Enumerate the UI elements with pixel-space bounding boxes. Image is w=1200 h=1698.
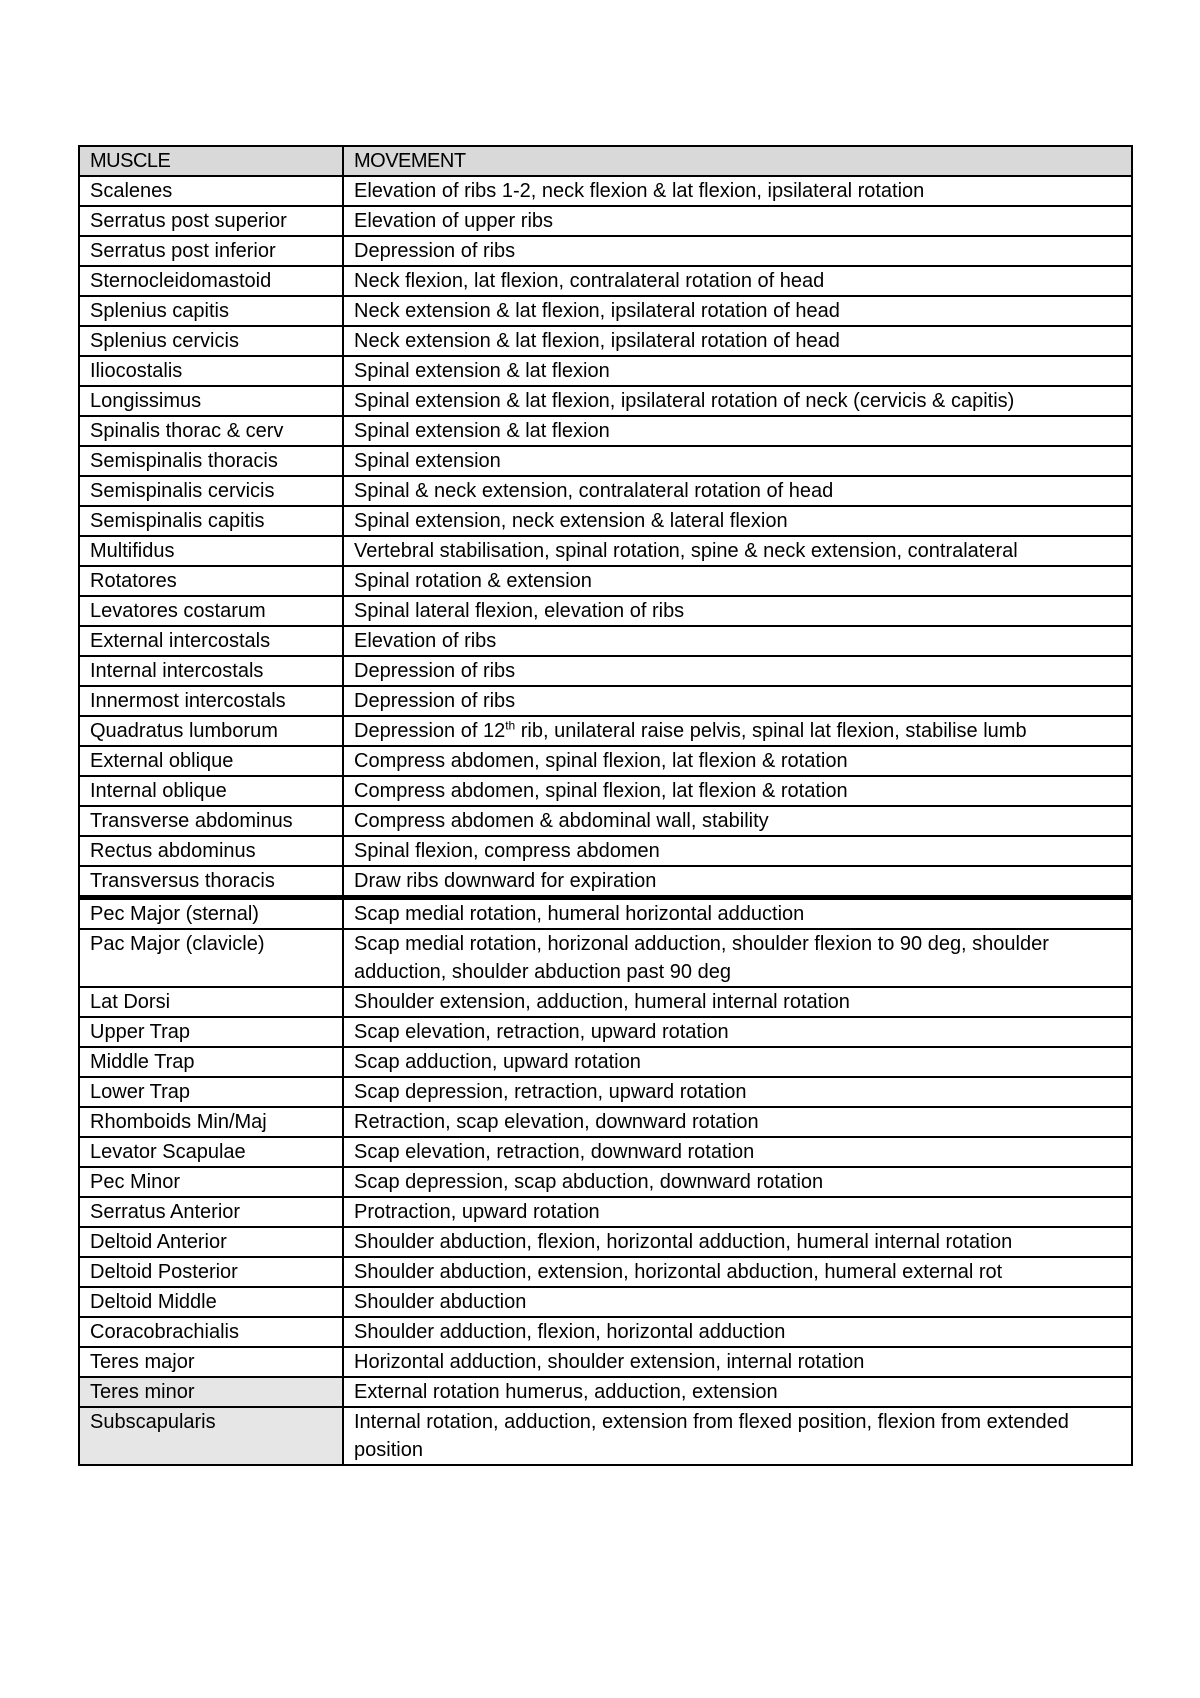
movement-cell: Scap medial rotation, horizonal adduction, shoulder flexion to 90 deg, shoulder adduction, shoulder abduction past 90 deg (343, 929, 1132, 987)
movement-cell: Shoulder abduction, extension, horizontal abduction, humeral external rot (343, 1257, 1132, 1287)
muscle-cell: Splenius cervicis (79, 326, 343, 356)
muscle-cell: Transversus thoracis (79, 866, 343, 898)
movement-cell: Scap elevation, retraction, downward rotation (343, 1137, 1132, 1167)
table-row (79, 536, 1132, 566)
movement-cell: Neck flexion, lat flexion, contralateral rotation of head (343, 266, 1132, 296)
table-row (79, 1317, 1132, 1347)
table-row (79, 1017, 1132, 1047)
table-row (79, 596, 1132, 626)
muscle-cell: Pac Major (clavicle) (79, 929, 343, 987)
table-row (79, 176, 1132, 206)
table-row (79, 326, 1132, 356)
movement-cell: Spinal extension & lat flexion (343, 416, 1132, 446)
muscle-cell: Iliocostalis (79, 356, 343, 386)
movement-column-header: MOVEMENT (343, 146, 1132, 176)
movement-cell: Elevation of ribs (343, 626, 1132, 656)
table-row (79, 1227, 1132, 1257)
table-row (79, 566, 1132, 596)
movement-cell: Depression of ribs (343, 686, 1132, 716)
muscle-cell: Levator Scapulae (79, 1137, 343, 1167)
table-row (79, 806, 1132, 836)
movement-cell: Draw ribs downward for expiration (343, 866, 1132, 898)
movement-cell: Internal rotation, adduction, extension from flexed position, flexion from extended position (343, 1407, 1132, 1465)
muscle-cell: Serratus post inferior (79, 236, 343, 266)
movement-cell: Compress abdomen & abdominal wall, stability (343, 806, 1132, 836)
muscle-cell: Quadratus lumborum (79, 716, 343, 746)
muscle-cell: Splenius capitis (79, 296, 343, 326)
table-row (79, 656, 1132, 686)
movement-cell: Shoulder abduction (343, 1287, 1132, 1317)
movement-text-pre: Depression of 12 (354, 720, 506, 742)
movement-cell: Depression of ribs (343, 656, 1132, 686)
muscle-column-header: MUSCLE (79, 146, 343, 176)
muscle-cell: Innermost intercostals (79, 686, 343, 716)
muscle-cell: Internal oblique (79, 776, 343, 806)
movement-cell: Scap medial rotation, humeral horizontal adduction (343, 898, 1132, 930)
muscle-cell: Longissimus (79, 386, 343, 416)
movement-cell: Neck extension & lat flexion, ipsilateral rotation of head (343, 326, 1132, 356)
muscle-cell: Rotatores (79, 566, 343, 596)
table-row (79, 626, 1132, 656)
table-row (79, 1287, 1132, 1317)
table-row (79, 776, 1132, 806)
table-row (79, 206, 1132, 236)
muscle-cell: Levatores costarum (79, 596, 343, 626)
movement-cell: Shoulder abduction, flexion, horizontal adduction, humeral internal rotation (343, 1227, 1132, 1257)
movement-cell: Spinal lateral flexion, elevation of ribs (343, 596, 1132, 626)
muscle-cell: Semispinalis cervicis (79, 476, 343, 506)
table-row (79, 1377, 1132, 1407)
table-row (79, 1137, 1132, 1167)
table-row (79, 1197, 1132, 1227)
muscle-cell: Sternocleidomastoid (79, 266, 343, 296)
table-row (79, 1167, 1132, 1197)
table-row (79, 836, 1132, 866)
muscle-cell: Serratus post superior (79, 206, 343, 236)
movement-cell (343, 716, 1132, 746)
table-row (79, 929, 1132, 987)
table-row (79, 898, 1132, 930)
movement-cell: Spinal & neck extension, contralateral rotation of head (343, 476, 1132, 506)
muscle-cell: Internal intercostals (79, 656, 343, 686)
movement-cell: Shoulder adduction, flexion, horizontal adduction (343, 1317, 1132, 1347)
movement-cell: Compress abdomen, spinal flexion, lat flexion & rotation (343, 746, 1132, 776)
movement-cell: Neck extension & lat flexion, ipsilateral rotation of head (343, 296, 1132, 326)
muscle-cell: Deltoid Posterior (79, 1257, 343, 1287)
muscle-movement-table (78, 145, 1133, 1466)
table-row (79, 446, 1132, 476)
muscle-cell: Spinalis thorac & cerv (79, 416, 343, 446)
muscle-cell: Pec Minor (79, 1167, 343, 1197)
muscle-cell: Deltoid Middle (79, 1287, 343, 1317)
table-row (79, 1077, 1132, 1107)
movement-cell: Scap elevation, retraction, upward rotation (343, 1017, 1132, 1047)
table-row (79, 476, 1132, 506)
table-row (79, 356, 1132, 386)
table-row (79, 386, 1132, 416)
movement-cell: Spinal extension (343, 446, 1132, 476)
movement-cell: Elevation of ribs 1-2, neck flexion & lat flexion, ipsilateral rotation (343, 176, 1132, 206)
muscle-cell: Semispinalis thoracis (79, 446, 343, 476)
movement-cell: Spinal rotation & extension (343, 566, 1132, 596)
muscle-cell: Lat Dorsi (79, 987, 343, 1017)
muscle-cell: Transverse abdominus (79, 806, 343, 836)
muscle-cell: Deltoid Anterior (79, 1227, 343, 1257)
table-row (79, 1047, 1132, 1077)
table-row (79, 236, 1132, 266)
movement-text-post: rib, unilateral raise pelvis, spinal lat flexion, stabilise lumb (515, 720, 1027, 742)
movement-cell: Protraction, upward rotation (343, 1197, 1132, 1227)
table-row (79, 746, 1132, 776)
movement-cell: Compress abdomen, spinal flexion, lat flexion & rotation (343, 776, 1132, 806)
muscle-cell: Lower Trap (79, 1077, 343, 1107)
muscle-cell: Serratus Anterior (79, 1197, 343, 1227)
movement-cell: Spinal flexion, compress abdomen (343, 836, 1132, 866)
movement-cell: Depression of ribs (343, 236, 1132, 266)
muscle-cell: Teres minor (79, 1377, 343, 1407)
table-row (79, 416, 1132, 446)
movement-cell: Scap depression, retraction, upward rotation (343, 1077, 1132, 1107)
movement-cell: Horizontal adduction, shoulder extension, internal rotation (343, 1347, 1132, 1377)
muscle-cell: Pec Major (sternal) (79, 898, 343, 930)
movement-cell: Retraction, scap elevation, downward rotation (343, 1107, 1132, 1137)
movement-cell: Vertebral stabilisation, spinal rotation, spine & neck extension, contralateral (343, 536, 1132, 566)
table-row (79, 266, 1132, 296)
muscle-cell: External intercostals (79, 626, 343, 656)
muscle-cell: Scalenes (79, 176, 343, 206)
table-row (79, 1107, 1132, 1137)
table-row (79, 866, 1132, 898)
movement-cell: Elevation of upper ribs (343, 206, 1132, 236)
table-header-row (79, 146, 1132, 176)
muscle-cell: Teres major (79, 1347, 343, 1377)
table-row (79, 716, 1132, 746)
table-row (79, 987, 1132, 1017)
muscle-cell: External oblique (79, 746, 343, 776)
movement-cell: External rotation humerus, adduction, extension (343, 1377, 1132, 1407)
table-row (79, 1257, 1132, 1287)
muscle-cell: Coracobrachialis (79, 1317, 343, 1347)
table-row (79, 1347, 1132, 1377)
movement-cell: Scap depression, scap abduction, downward rotation (343, 1167, 1132, 1197)
table-row (79, 296, 1132, 326)
movement-cell: Spinal extension & lat flexion (343, 356, 1132, 386)
muscle-cell: Semispinalis capitis (79, 506, 343, 536)
movement-cell: Scap adduction, upward rotation (343, 1047, 1132, 1077)
ordinal-superscript: th (505, 718, 516, 733)
movement-cell: Shoulder extension, adduction, humeral internal rotation (343, 987, 1132, 1017)
muscle-cell: Multifidus (79, 536, 343, 566)
table-row (79, 686, 1132, 716)
table-row (79, 506, 1132, 536)
muscle-cell: Rhomboids Min/Maj (79, 1107, 343, 1137)
muscle-cell: Middle Trap (79, 1047, 343, 1077)
movement-cell: Spinal extension & lat flexion, ipsilateral rotation of neck (cervicis & capitis) (343, 386, 1132, 416)
muscle-cell: Rectus abdominus (79, 836, 343, 866)
movement-cell: Spinal extension, neck extension & lateral flexion (343, 506, 1132, 536)
muscle-cell: Upper Trap (79, 1017, 343, 1047)
table-row (79, 1407, 1132, 1465)
muscle-cell: Subscapularis (79, 1407, 343, 1465)
